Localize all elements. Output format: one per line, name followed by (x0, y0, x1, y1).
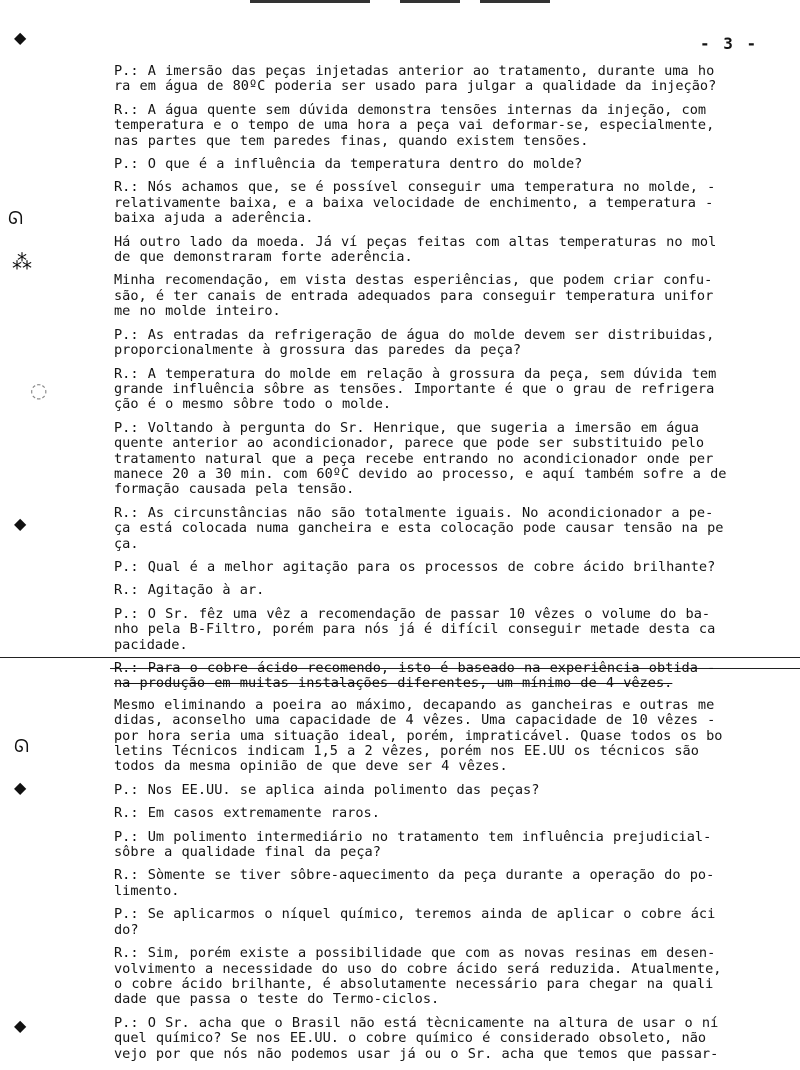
paragraph: R.: Sòmente se tiver sôbre-aquecimento da peça durante a operação do po- limento. (114, 867, 715, 899)
paragraph: R.: Nós achamos que, se é possível conseguir uma temperatura no molde, - relativamente baixa, e a baixa velocidade de enchimento, a temperatura - baixa ajuda a aderência. (114, 179, 716, 227)
paragraph: P.: Qual é a melhor agitação para os processos de cobre ácido brilhante? (114, 558, 716, 575)
paragraph: Há outro lado da moeda. Já ví peças feitas com altas temperaturas no mol de que demonstraram forte aderência. (114, 233, 717, 266)
paragraph: R.: Agitação à ar. (114, 582, 265, 599)
scan-mark: ⁂ (12, 250, 32, 274)
paragraph: P.: Nos EE.UU. se aplica ainda polimento das peças? (114, 781, 540, 798)
paragraph: P.: Se aplicarmos o níquel químico, teremos ainda de aplicar o cobre áci do? (114, 906, 716, 938)
document-body (114, 64, 754, 1070)
paragraph: R.: A temperatura do molde em relação à grossura da peça, sem dúvida tem grande influência sôbre as tensões. Importante é que o grau de refrigera ção é o mesmo sôbre todo o molde. (114, 365, 717, 413)
paragraph: P.: Um polimento intermediário no tratamento tem influência prejudicial- sôbre a qualidade final da peça? (114, 828, 712, 861)
scan-mark: ◆ (14, 1016, 27, 1035)
scan-mark: ᘏ (8, 208, 23, 229)
paragraph: P.: O Sr. acha que o Brasil não está tècnicamente na altura de usar o ní quel químico? Se nos EE.UU. o cobre químico é considerado obsoleto, não vejo por que nós não podemos usar já ou o Sr. acha que temos que passar- (114, 1014, 719, 1062)
paragraph: P.: Voltando à pergunta do Sr. Henrique, que sugeria a imersão em água quente anterior ao acondicionador, parece que pode ser substituido pelo tratamento natural que a peça recebe entrando no acondicionador onde per manece 20 a 30 min. com 60ºC devido ao processo, e aquí também sofre a de formação causada pela tensão. (114, 419, 727, 498)
scan-mark: ◆ (14, 514, 27, 533)
paragraph: P.: A imersão das peças injetadas anterior ao tratamento, durante uma ho ra em água de 80ºC poderia ser usado para julgar a qualidade da injeção? (114, 63, 717, 95)
paragraph: Minha recomendação, em vista destas esperiências, que podem criar confu- são, é ter canais de entrada adequados para conseguir temperatura unifor me no molde inteiro. (114, 272, 714, 320)
paragraph: P.: As entradas da refrigeração de água do molde devem ser distribuidas, proporcionalmente à grossura das paredes da peça? (114, 326, 715, 359)
paragraph: Mesmo eliminando a poeira ao máximo, decapando as gancheiras e outras me didas, aconselho uma capacidade de 4 vêzes. Uma capacidade de 10 vêzes - por hora seria uma situação ideal, porém, impraticável. Quase todos os bo letins Técnicos indicam 1,5 a 2 vêzes, porém nos EE.UU os técnicos são todos da mesma opinião de que deve ser 4 vêzes. (114, 696, 723, 775)
paragraph: R.: Sim, porém existe a possibilidade que com as novas resinas em desen- volvimento a necessidade do uso do cobre ácido será reduzida. Atualmente, o cobre ácido brilhante, é absolutamente necessário para chegar na quali dade que passa o teste do Termo-ciclos. (114, 945, 722, 1008)
scan-mark: ◆ (14, 28, 27, 47)
scan-mark: ᘏ (14, 736, 29, 757)
scan-mark: ◆ (14, 778, 27, 797)
paragraph: R.: As circunstâncias não são totalmente iguais. No acondicionador a pe- ça está colocada numa gancheira e esta colocação pode causar tensão na pe ça. (114, 504, 724, 552)
paragraph: R.: Em casos extremamente raros. (114, 805, 380, 822)
paragraph: R.: A água quente sem dúvida demonstra tensões internas da injeção, com temperatura e o tempo de uma hora a peça vai deformar-se, especialmente, nas partes que tem paredes finas, quando existem tensões. (114, 101, 715, 149)
paragraph: R.: Para o cobre ácido recomendo, isto é baseado na experiência obtida - (114, 660, 716, 676)
paragraph: P.: O Sr. fêz uma vêz a recomendação de passar 10 vêzes o volume do ba- nho pela B-Filtro, porém para nós já é difícil conseguir metade desta ca pacidade. (114, 605, 716, 653)
struck-line: na produção em muitas instalações diferentes, um mínimo de 4 vêzes. (114, 675, 673, 692)
scan-mark: ◌ (30, 378, 48, 402)
paragraph: P.: O que é a influência da temperatura dentro do molde? (114, 156, 583, 173)
page-number: - 3 - (700, 34, 759, 53)
scan-top-edge (0, 0, 800, 4)
